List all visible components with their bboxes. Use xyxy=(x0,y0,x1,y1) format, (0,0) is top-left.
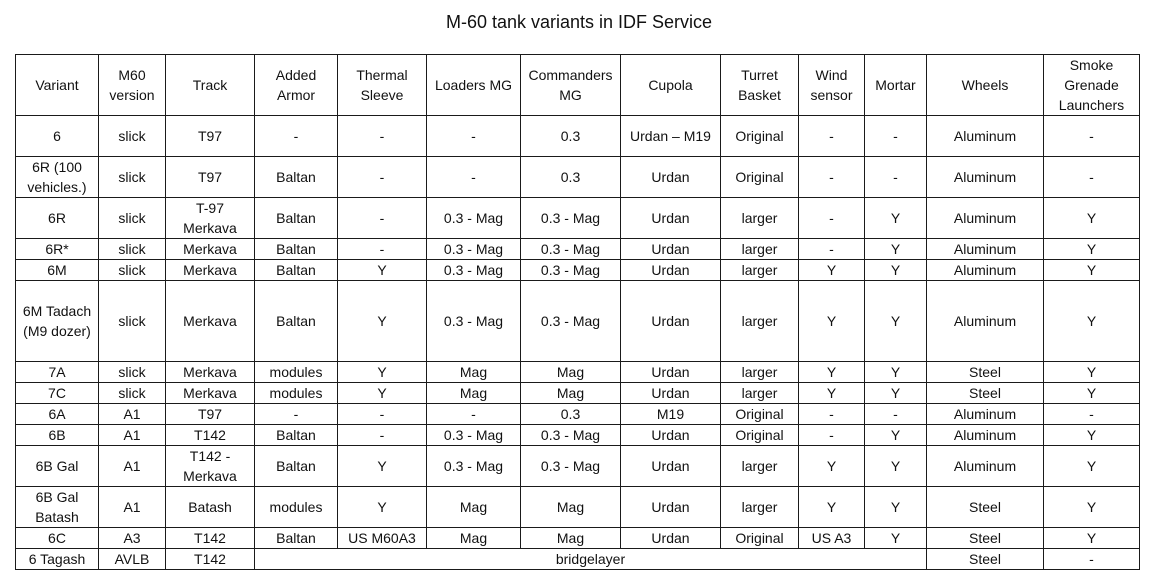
cell-wind-sensor: - xyxy=(799,116,865,157)
cell-cupola: Urdan – M19 xyxy=(621,116,721,157)
table-row xyxy=(16,239,1140,260)
cell-wheels: Steel xyxy=(927,487,1044,528)
table-row xyxy=(16,383,1140,404)
cell-cupola: Urdan xyxy=(621,260,721,281)
cell-mortar: - xyxy=(865,404,927,425)
cell-variant: 6 xyxy=(16,116,99,157)
cell-track: T-97 Merkava xyxy=(166,198,255,239)
cell-thermal-sleeve: Y xyxy=(338,383,427,404)
cell-turret-basket: larger xyxy=(721,487,799,528)
cell-variant: 6R (100 vehicles.) xyxy=(16,157,99,198)
cell-track: T142 xyxy=(166,549,255,570)
cell-variant: 6R xyxy=(16,198,99,239)
cell-wind-sensor: - xyxy=(799,404,865,425)
cell-track: T142 - Merkava xyxy=(166,446,255,487)
cell-wheels: Aluminum xyxy=(927,198,1044,239)
table-body xyxy=(16,116,1140,570)
cell-commanders-mg: 0.3 - Mag xyxy=(521,239,621,260)
cell-turret-basket: larger xyxy=(721,260,799,281)
cell-mortar: - xyxy=(865,157,927,198)
cell-mortar: Y xyxy=(865,487,927,528)
cell-m60-version: AVLB xyxy=(99,549,166,570)
cell-m60-version: slick xyxy=(99,239,166,260)
table-row xyxy=(16,549,1140,570)
cell-added-armor: modules xyxy=(255,383,338,404)
cell-track: Merkava xyxy=(166,362,255,383)
cell-variant: 6M xyxy=(16,260,99,281)
cell-thermal-sleeve: - xyxy=(338,116,427,157)
cell-smoke-launchers: Y xyxy=(1044,281,1140,362)
cell-track: Merkava xyxy=(166,281,255,362)
cell-added-armor: Baltan xyxy=(255,260,338,281)
column-header-m60-version: M60 version xyxy=(99,55,166,116)
cell-loaders-mg: Mag xyxy=(427,487,521,528)
cell-variant: 6 Tagash xyxy=(16,549,99,570)
table-row xyxy=(16,425,1140,446)
cell-wind-sensor: Y xyxy=(799,281,865,362)
cell-added-armor: modules xyxy=(255,362,338,383)
cell-thermal-sleeve: - xyxy=(338,404,427,425)
cell-turret-basket: Original xyxy=(721,157,799,198)
cell-smoke-launchers: Y xyxy=(1044,446,1140,487)
table-row xyxy=(16,404,1140,425)
cell-smoke-launchers: Y xyxy=(1044,362,1140,383)
cell-cupola: Urdan xyxy=(621,446,721,487)
cell-wind-sensor: - xyxy=(799,239,865,260)
cell-wheels: Aluminum xyxy=(927,239,1044,260)
cell-thermal-sleeve: - xyxy=(338,425,427,446)
cell-smoke-launchers: - xyxy=(1044,116,1140,157)
cell-track: T142 xyxy=(166,528,255,549)
cell-loaders-mg: - xyxy=(427,404,521,425)
cell-added-armor: Baltan xyxy=(255,157,338,198)
cell-wind-sensor: Y xyxy=(799,383,865,404)
cell-commanders-mg: 0.3 - Mag xyxy=(521,281,621,362)
cell-m60-version: A3 xyxy=(99,528,166,549)
column-header-added-armor: Added Armor xyxy=(255,55,338,116)
table-row xyxy=(16,281,1140,362)
cell-mortar: Y xyxy=(865,260,927,281)
cell-commanders-mg: 0.3 - Mag xyxy=(521,198,621,239)
table-header xyxy=(16,55,1140,116)
cell-variant: 6B Gal Batash xyxy=(16,487,99,528)
column-header-thermal-sleeve: Thermal Sleeve xyxy=(338,55,427,116)
column-header-track: Track xyxy=(166,55,255,116)
cell-wind-sensor: - xyxy=(799,425,865,446)
cell-wheels: Aluminum xyxy=(927,404,1044,425)
cell-cupola: Urdan xyxy=(621,362,721,383)
cell-commanders-mg: 0.3 - Mag xyxy=(521,260,621,281)
cell-added-armor: Baltan xyxy=(255,281,338,362)
cell-variant: 7A xyxy=(16,362,99,383)
cell-track: Merkava xyxy=(166,383,255,404)
cell-turret-basket: Original xyxy=(721,425,799,446)
cell-turret-basket: larger xyxy=(721,362,799,383)
column-header-loaders-mg: Loaders MG xyxy=(427,55,521,116)
column-header-wheels: Wheels xyxy=(927,55,1044,116)
cell-variant: 6B xyxy=(16,425,99,446)
cell-mortar: Y xyxy=(865,362,927,383)
cell-m60-version: slick xyxy=(99,362,166,383)
variants-table xyxy=(15,54,1140,570)
column-header-mortar: Mortar xyxy=(865,55,927,116)
cell-variant: 6R* xyxy=(16,239,99,260)
column-header-smoke-launchers: Smoke Grenade Launchers xyxy=(1044,55,1140,116)
cell-thermal-sleeve: - xyxy=(338,198,427,239)
cell-added-armor: Baltan xyxy=(255,239,338,260)
cell-track: Batash xyxy=(166,487,255,528)
cell-turret-basket: larger xyxy=(721,239,799,260)
cell-cupola: Urdan xyxy=(621,528,721,549)
cell-smoke-launchers: Y xyxy=(1044,260,1140,281)
cell-wind-sensor: Y xyxy=(799,487,865,528)
cell-added-armor: - xyxy=(255,404,338,425)
cell-smoke-launchers: Y xyxy=(1044,198,1140,239)
cell-added-armor: Baltan xyxy=(255,425,338,446)
cell-wheels: Steel xyxy=(927,362,1044,383)
cell-cupola: Urdan xyxy=(621,383,721,404)
table-row xyxy=(16,157,1140,198)
cell-commanders-mg: 0.3 xyxy=(521,116,621,157)
cell-loaders-mg: 0.3 - Mag xyxy=(427,446,521,487)
cell-wheels: Aluminum xyxy=(927,425,1044,446)
cell-variant: 6A xyxy=(16,404,99,425)
cell-cupola: M19 xyxy=(621,404,721,425)
cell-smoke-launchers: Y xyxy=(1044,487,1140,528)
table-row xyxy=(16,528,1140,549)
cell-smoke-launchers: Y xyxy=(1044,528,1140,549)
cell-cupola: Urdan xyxy=(621,487,721,528)
cell-loaders-mg: Mag xyxy=(427,383,521,404)
header-row xyxy=(16,55,1140,116)
cell-track: Merkava xyxy=(166,239,255,260)
cell-m60-version: A1 xyxy=(99,425,166,446)
cell-added-armor: - xyxy=(255,116,338,157)
cell-variant: 6C xyxy=(16,528,99,549)
cell-loaders-mg: - xyxy=(427,116,521,157)
cell-wheels: Aluminum xyxy=(927,157,1044,198)
cell-added-armor: Baltan xyxy=(255,446,338,487)
cell-turret-basket: larger xyxy=(721,446,799,487)
cell-smoke-launchers: Y xyxy=(1044,239,1140,260)
cell-smoke-launchers: Y xyxy=(1044,383,1140,404)
cell-track: T97 xyxy=(166,157,255,198)
cell-mortar: Y xyxy=(865,383,927,404)
column-header-variant: Variant xyxy=(16,55,99,116)
cell-loaders-mg: 0.3 - Mag xyxy=(427,239,521,260)
cell-smoke-launchers: - xyxy=(1044,157,1140,198)
cell-commanders-mg: 0.3 xyxy=(521,157,621,198)
cell-thermal-sleeve: Y xyxy=(338,281,427,362)
cell-wheels: Aluminum xyxy=(927,281,1044,362)
cell-wheels: Aluminum xyxy=(927,260,1044,281)
cell-thermal-sleeve: Y xyxy=(338,446,427,487)
cell-thermal-sleeve: Y xyxy=(338,362,427,383)
cell-m60-version: slick xyxy=(99,116,166,157)
cell-mortar: - xyxy=(865,116,927,157)
cell-loaders-mg: - xyxy=(427,157,521,198)
cell-turret-basket: larger xyxy=(721,383,799,404)
cell-thermal-sleeve: - xyxy=(338,239,427,260)
cell-thermal-sleeve: Y xyxy=(338,487,427,528)
cell-commanders-mg: 0.3 - Mag xyxy=(521,446,621,487)
cell-cupola: Urdan xyxy=(621,239,721,260)
cell-cupola: Urdan xyxy=(621,425,721,446)
cell-m60-version: A1 xyxy=(99,446,166,487)
cell-smoke-launchers: Y xyxy=(1044,425,1140,446)
cell-variant: 6M Tadach (M9 dozer) xyxy=(16,281,99,362)
cell-wind-sensor: - xyxy=(799,198,865,239)
cell-mortar: Y xyxy=(865,528,927,549)
cell-variant: 7C xyxy=(16,383,99,404)
cell-thermal-sleeve: US M60A3 xyxy=(338,528,427,549)
cell-m60-version: slick xyxy=(99,260,166,281)
cell-wind-sensor: Y xyxy=(799,260,865,281)
cell-commanders-mg: 0.3 xyxy=(521,404,621,425)
cell-turret-basket: Original xyxy=(721,528,799,549)
cell-loaders-mg: 0.3 - Mag xyxy=(427,260,521,281)
table-row xyxy=(16,362,1140,383)
cell-commanders-mg: Mag xyxy=(521,487,621,528)
cell-added-armor: Baltan xyxy=(255,528,338,549)
cell-track: Merkava xyxy=(166,260,255,281)
cell-loaders-mg: Mag xyxy=(427,362,521,383)
cell-wheels: Aluminum xyxy=(927,446,1044,487)
cell-wind-sensor: Y xyxy=(799,446,865,487)
cell-mortar: Y xyxy=(865,239,927,260)
cell-commanders-mg: Mag xyxy=(521,362,621,383)
cell-track: T97 xyxy=(166,404,255,425)
cell-wheels: Steel xyxy=(927,383,1044,404)
cell-wheels: Steel xyxy=(927,549,1044,570)
table-row xyxy=(16,260,1140,281)
cell-commanders-mg: Mag xyxy=(521,383,621,404)
cell-commanders-mg: 0.3 - Mag xyxy=(521,425,621,446)
cell-loaders-mg: 0.3 - Mag xyxy=(427,281,521,362)
cell-wheels: Steel xyxy=(927,528,1044,549)
cell-mortar: Y xyxy=(865,281,927,362)
cell-thermal-sleeve: Y xyxy=(338,260,427,281)
cell-loaders-mg: 0.3 - Mag xyxy=(427,425,521,446)
column-header-cupola: Cupola xyxy=(621,55,721,116)
table-row xyxy=(16,116,1140,157)
cell-smoke-launchers: - xyxy=(1044,404,1140,425)
table-row xyxy=(16,487,1140,528)
cell-added-armor: Baltan xyxy=(255,198,338,239)
cell-cupola: Urdan xyxy=(621,157,721,198)
cell-track: T97 xyxy=(166,116,255,157)
cell-m60-version: slick xyxy=(99,157,166,198)
cell-m60-version: A1 xyxy=(99,404,166,425)
column-header-wind-sensor: Wind sensor xyxy=(799,55,865,116)
cell-track: T142 xyxy=(166,425,255,446)
cell-cupola: Urdan xyxy=(621,281,721,362)
cell-m60-version: slick xyxy=(99,383,166,404)
cell-mortar: Y xyxy=(865,198,927,239)
cell-turret-basket: Original xyxy=(721,404,799,425)
cell-added-armor: modules xyxy=(255,487,338,528)
cell-turret-basket: Original xyxy=(721,116,799,157)
cell-wind-sensor: US A3 xyxy=(799,528,865,549)
table-row xyxy=(16,198,1140,239)
cell-cupola: Urdan xyxy=(621,198,721,239)
column-header-turret-basket: Turret Basket xyxy=(721,55,799,116)
cell-m60-version: A1 xyxy=(99,487,166,528)
cell-m60-version: slick xyxy=(99,198,166,239)
cell-m60-version: slick xyxy=(99,281,166,362)
cell-turret-basket: larger xyxy=(721,198,799,239)
table-row xyxy=(16,446,1140,487)
column-header-commanders-mg: Commanders MG xyxy=(521,55,621,116)
cell-bridgelayer-note: bridgelayer xyxy=(255,549,927,570)
page-title: M-60 tank variants in IDF Service xyxy=(445,12,713,32)
cell-wind-sensor: - xyxy=(799,157,865,198)
cell-smoke-launchers: - xyxy=(1044,549,1140,570)
cell-wind-sensor: Y xyxy=(799,362,865,383)
cell-wheels: Aluminum xyxy=(927,116,1044,157)
cell-variant: 6B Gal xyxy=(16,446,99,487)
cell-mortar: Y xyxy=(865,425,927,446)
cell-mortar: Y xyxy=(865,446,927,487)
cell-commanders-mg: Mag xyxy=(521,528,621,549)
cell-turret-basket: larger xyxy=(721,281,799,362)
cell-thermal-sleeve: - xyxy=(338,157,427,198)
cell-loaders-mg: Mag xyxy=(427,528,521,549)
cell-loaders-mg: 0.3 - Mag xyxy=(427,198,521,239)
